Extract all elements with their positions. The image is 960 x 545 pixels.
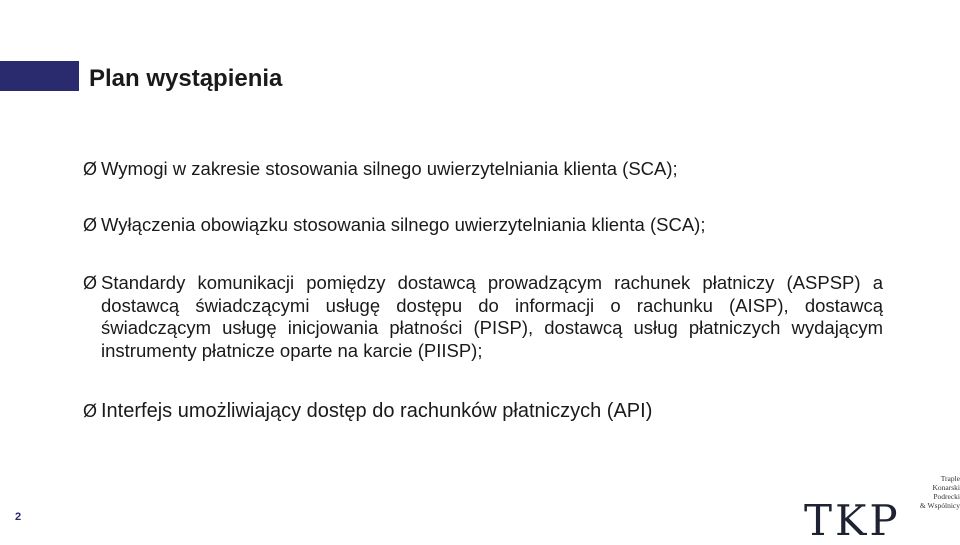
page-title: Plan wystąpienia [89,65,283,92]
arrow-bullet-icon: Ø [83,159,98,179]
bullet-text: Wyłączenia obowiązku stosowania silnego uwierzytelniania klienta (SCA); [101,214,706,235]
bullet-item [83,214,883,237]
title-accent-bar [0,61,79,91]
page-number: 2 [15,511,22,523]
logo-name-line: Konarski [932,483,960,492]
logo-name-line: Podrecki [933,492,960,501]
bullet-item [83,400,883,423]
arrow-bullet-icon: Ø [83,273,98,293]
arrow-bullet-icon: Ø [83,401,98,421]
logo-name-line: & Wspólnicy [919,501,960,510]
bullet-text: Interfejs umożliwiający dostęp do rachunków płatniczych (API) [101,400,653,422]
tkp-logo [800,470,960,545]
logo-name-line: Traple [940,474,960,483]
logo-letters: TKP [804,496,901,545]
bullet-text: Standardy komunikacji pomiędzy dostawcą prowadzącym rachunek płatniczy (ASPSP) a dostawcą świadczącymi usługę dostępu do informacji o rachunku (AISP), dostawcą świadczącym usługę inicjowania płatności (PISP), dostawcą usług płatniczych wydającym instrumenty płatnicze oparte na karcie (PIISP); [101,272,883,361]
bullet-item [83,272,883,362]
arrow-bullet-icon: Ø [83,215,98,235]
bullet-item [83,158,883,181]
bullet-text: Wymogi w zakresie stosowania silnego uwierzytelniania klienta (SCA); [101,158,678,179]
logo-firm-names [908,474,960,510]
